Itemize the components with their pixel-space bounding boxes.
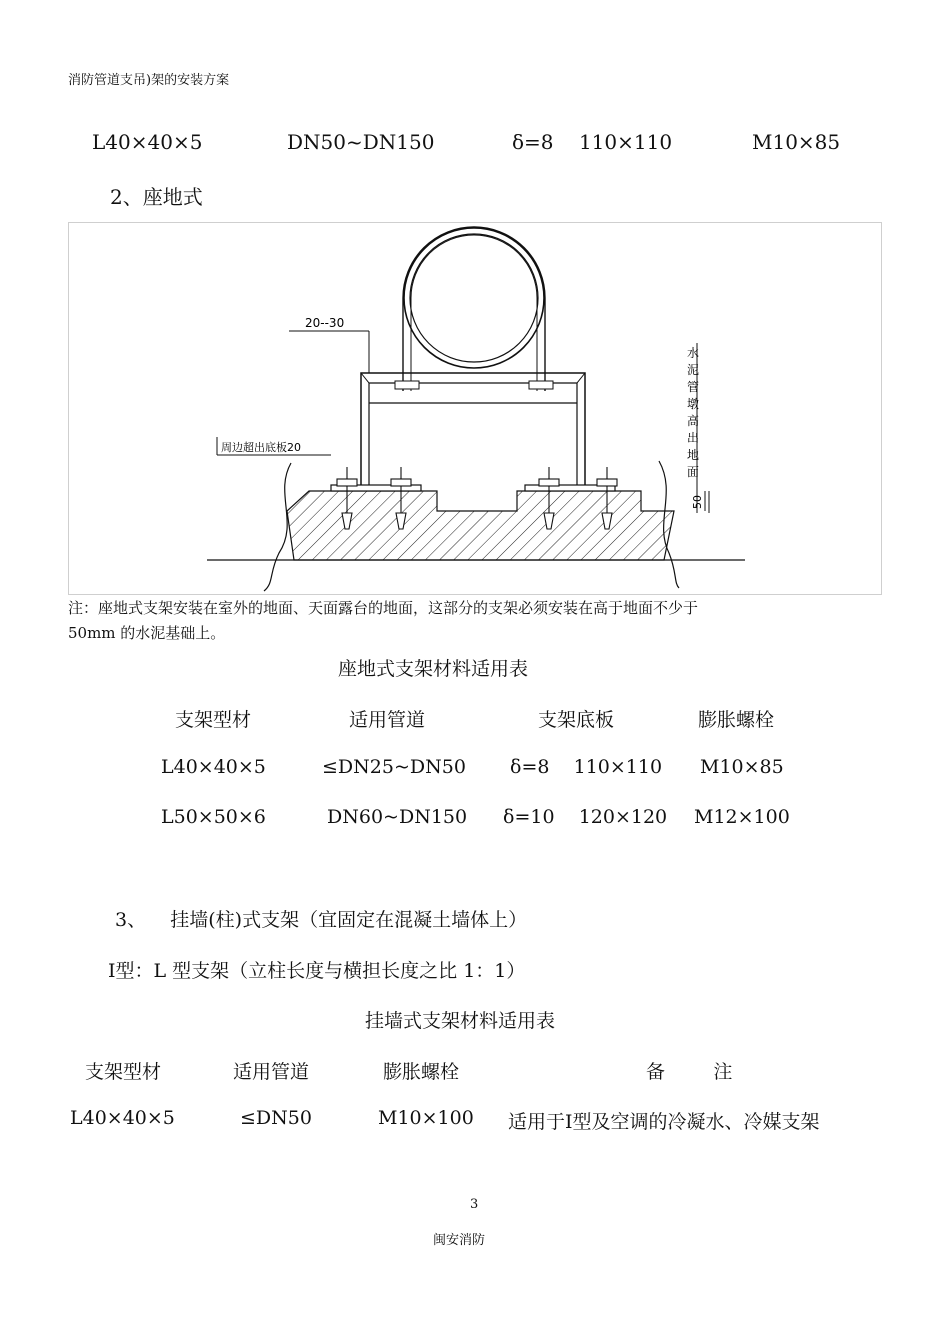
edge-label: 周边超出底板20 [221, 441, 301, 454]
dim-50-label: 50 [691, 495, 704, 509]
table2-r1-pipe: ≤DN50 [240, 1107, 312, 1129]
table1-r1-pipe: ≤DN25~DN50 [322, 756, 466, 778]
svg-text:高: 高 [687, 414, 700, 428]
table2-r1-profile: L40×40×5 [70, 1107, 175, 1129]
u-bolt [403, 227, 545, 391]
table2-header-pipe: 适用管道 [233, 1061, 310, 1083]
table2-r1-bolt: M10×100 [378, 1107, 474, 1129]
dim-gap-label: 20--30 [305, 316, 345, 330]
table1-r1-plate: δ=8 110×110 [510, 756, 663, 778]
break-line-left [264, 463, 291, 591]
table1-header-bolt: 膨胀螺栓 [698, 709, 775, 731]
svg-text:面: 面 [687, 465, 700, 479]
table2-r1-remark: 适用于Ⅰ型及空调的冷凝水、冷媒支架 [508, 1111, 820, 1133]
table1-header-pipe: 适用管道 [349, 709, 426, 731]
note-line2: 50mm 的水泥基础上。 [68, 624, 226, 642]
top-row-profile: L40×40×5 [92, 130, 203, 154]
section2-heading: 2、座地式 [110, 185, 203, 209]
top-row-pipe: DN50~DN150 [287, 130, 435, 154]
table2-header-profile: 支架型材 [85, 1061, 162, 1083]
footer-company: 闽安消防 [433, 1233, 486, 1248]
table1-r1-bolt: M10×85 [700, 756, 784, 778]
svg-text:管: 管 [687, 380, 700, 394]
table1-r2-plate: δ=10 120×120 [503, 806, 668, 828]
table2-header-remark: 备 注 [646, 1061, 733, 1083]
table2-header-bolt: 膨胀螺栓 [383, 1061, 460, 1083]
section3-type1: Ⅰ型：L 型支架（立柱长度与横担长度之比 1：1） [108, 960, 526, 982]
svg-text:墩: 墩 [687, 397, 700, 411]
doc-header-title: 消防管道支吊)架的安装方案 [68, 73, 230, 88]
frame-inner [369, 383, 577, 491]
floor-support-svg [69, 223, 883, 596]
table1-r2-bolt: M12×100 [694, 806, 790, 828]
pipe-outer [404, 228, 544, 368]
u-bolt-nut-right [529, 381, 553, 389]
page-number: 3 [470, 1197, 479, 1212]
table1-title: 座地式支架材料适用表 [338, 658, 529, 680]
table1-header-profile: 支架型材 [175, 709, 252, 731]
table1-r1-profile: L40×40×5 [161, 756, 266, 778]
table1-r2-profile: L50×50×6 [161, 806, 266, 828]
table2-title: 挂墙式支架材料适用表 [365, 1010, 556, 1032]
svg-text:出: 出 [687, 431, 700, 445]
note-line1: 注：座地式支架安装在室外的地面、天面露台的地面，这部分的支架必须安装在高于地面不少于 [68, 599, 699, 617]
svg-text:水: 水 [687, 346, 700, 360]
svg-text:地: 地 [687, 448, 700, 462]
section3-heading: 3、 挂墙(柱)式支架（宜固定在混凝土墙体上） [115, 909, 528, 931]
floor-support-drawing [68, 222, 882, 595]
svg-text:泥: 泥 [687, 363, 700, 377]
table1-r2-pipe: DN60~DN150 [327, 806, 468, 828]
top-row-bolt: M10×85 [752, 130, 841, 154]
frame-outer [361, 373, 585, 491]
top-row-plate: δ=8 110×110 [512, 130, 673, 154]
u-bolt-nut-left [395, 381, 419, 389]
table1-header-plate: 支架底板 [538, 709, 615, 731]
